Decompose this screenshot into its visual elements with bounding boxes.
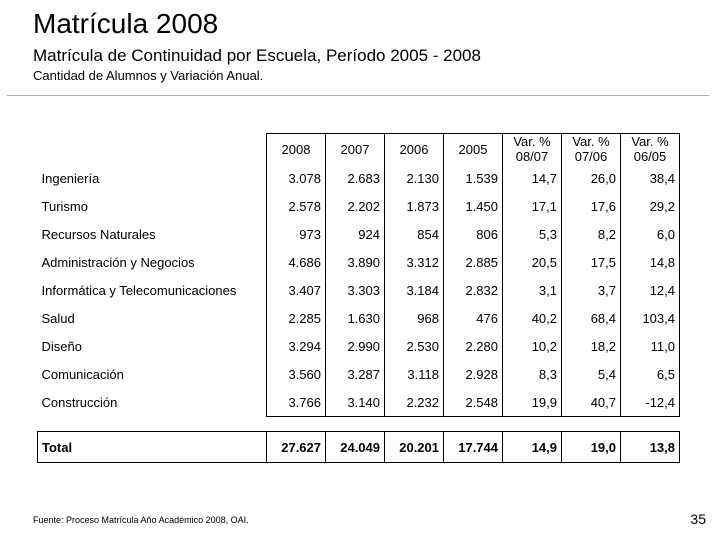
table-cell: 2.832 <box>444 276 503 304</box>
column-header-var-08-07: Var. % 08/07 <box>503 134 562 165</box>
table-cell: 2.202 <box>326 192 385 220</box>
table-cell: 476 <box>444 304 503 332</box>
table-cell: 3.294 <box>267 332 326 360</box>
table-spacer <box>38 417 680 432</box>
table-cell: 3.140 <box>326 388 385 417</box>
table-cell: 3.890 <box>326 248 385 276</box>
table-cell: 14,7 <box>503 164 562 192</box>
table-cell: 3,1 <box>503 276 562 304</box>
table-cell: 4.686 <box>267 248 326 276</box>
table-cell: 38,4 <box>621 164 680 192</box>
row-label: Ingeniería <box>41 170 100 186</box>
table-cell: 29,2 <box>621 192 680 220</box>
table-cell: 8,3 <box>503 360 562 388</box>
total-cell: 17.744 <box>444 432 503 463</box>
column-header-2007: 2007 <box>326 134 385 165</box>
table-cell: 103,4 <box>621 304 680 332</box>
total-cell: 19,0 <box>562 432 621 463</box>
table-cell: 11,0 <box>621 332 680 360</box>
table-cell: 3.184 <box>385 276 444 304</box>
table-row <box>38 276 680 304</box>
total-cell: 20.201 <box>385 432 444 463</box>
table-cell: 2.683 <box>326 164 385 192</box>
table-cell: 2.232 <box>385 388 444 417</box>
table-cell: 2.285 <box>267 304 326 332</box>
column-header-var-07-06: Var. % 07/06 <box>562 134 621 165</box>
table-cell: 10,2 <box>503 332 562 360</box>
column-header-2006: 2006 <box>385 134 444 165</box>
table-cell: 2.578 <box>267 192 326 220</box>
table-cell: 26,0 <box>562 164 621 192</box>
column-header-2008: 2008 <box>267 134 326 165</box>
row-label: Administración y Negocios <box>41 254 195 270</box>
table-cell: 973 <box>267 220 326 248</box>
total-cell: 27.627 <box>267 432 326 463</box>
table-cell: -12,4 <box>621 388 680 417</box>
table-cell: 8,2 <box>562 220 621 248</box>
slide-title: Matrícula 2008 <box>33 8 219 39</box>
slide-subtitle: Matrícula de Continuidad por Escuela, Período 2005 - 2008 <box>33 46 481 65</box>
table-cell: 40,2 <box>503 304 562 332</box>
table-cell: 17,5 <box>562 248 621 276</box>
table-cell: 3.303 <box>326 276 385 304</box>
table-cell: 19,9 <box>503 388 562 417</box>
total-cell: 14,9 <box>503 432 562 463</box>
table-cell: 3.407 <box>267 276 326 304</box>
table-cell: 3.118 <box>385 360 444 388</box>
table-cell: 18,2 <box>562 332 621 360</box>
table-cell: 968 <box>385 304 444 332</box>
table-cell: 1.630 <box>326 304 385 332</box>
table-cell: 17,6 <box>562 192 621 220</box>
table-row <box>38 164 680 192</box>
total-cell: 13,8 <box>621 432 680 463</box>
table-row <box>38 248 680 276</box>
table-cell: 12,4 <box>621 276 680 304</box>
table-cell: 6,5 <box>621 360 680 388</box>
table-cell: 2.130 <box>385 164 444 192</box>
total-cell: 24.049 <box>326 432 385 463</box>
row-label: Informática y Telecomunicaciones <box>41 282 237 298</box>
table-cell: 6,0 <box>621 220 680 248</box>
total-row <box>38 432 680 463</box>
title-divider <box>7 95 709 96</box>
table-row <box>38 360 680 388</box>
table-cell: 1.539 <box>444 164 503 192</box>
row-label: Comunicación <box>41 366 124 382</box>
table-cell: 40,7 <box>562 388 621 417</box>
table-cell: 2.530 <box>385 332 444 360</box>
table-cell: 5,3 <box>503 220 562 248</box>
total-label: Total <box>38 432 267 463</box>
table-cell: 3.312 <box>385 248 444 276</box>
table-row <box>38 192 680 220</box>
table-cell: 2.548 <box>444 388 503 417</box>
table-cell: 3.078 <box>267 164 326 192</box>
table-cell: 3,7 <box>562 276 621 304</box>
table-cell: 3.287 <box>326 360 385 388</box>
row-label: Turismo <box>41 198 88 214</box>
table-cell: 806 <box>444 220 503 248</box>
column-header-2005: 2005 <box>444 134 503 165</box>
slide-caption: Cantidad de Alumnos y Variación Anual. <box>33 68 264 83</box>
table-row <box>38 388 680 417</box>
table-cell: 68,4 <box>562 304 621 332</box>
row-label: Construcción <box>41 394 118 410</box>
table-cell: 17,1 <box>503 192 562 220</box>
enrollment-table <box>37 133 680 463</box>
page-number: 35 <box>690 511 706 527</box>
table-cell: 1.450 <box>444 192 503 220</box>
row-label: Salud <box>41 310 75 326</box>
table-row <box>38 332 680 360</box>
table-cell: 14,8 <box>621 248 680 276</box>
table-cell: 3.560 <box>267 360 326 388</box>
table-header-row <box>38 134 680 165</box>
table-cell: 20,5 <box>503 248 562 276</box>
table-body <box>38 164 680 463</box>
table-cell: 1.873 <box>385 192 444 220</box>
table-row <box>38 220 680 248</box>
table-row <box>38 304 680 332</box>
header-empty-cell <box>38 134 267 165</box>
row-label: Recursos Naturales <box>41 226 156 242</box>
row-label: Diseño <box>41 338 82 354</box>
column-header-var-06-05: Var. % 06/05 <box>621 134 680 165</box>
table-cell: 2.280 <box>444 332 503 360</box>
table-cell: 2.990 <box>326 332 385 360</box>
table-cell: 2.885 <box>444 248 503 276</box>
table-cell: 854 <box>385 220 444 248</box>
table-cell: 3.766 <box>267 388 326 417</box>
table-cell: 924 <box>326 220 385 248</box>
source-note: Fuente: Proceso Matrícula Año Académico 2008, OAI. <box>33 515 249 525</box>
table-cell: 2.928 <box>444 360 503 388</box>
table-cell: 5,4 <box>562 360 621 388</box>
